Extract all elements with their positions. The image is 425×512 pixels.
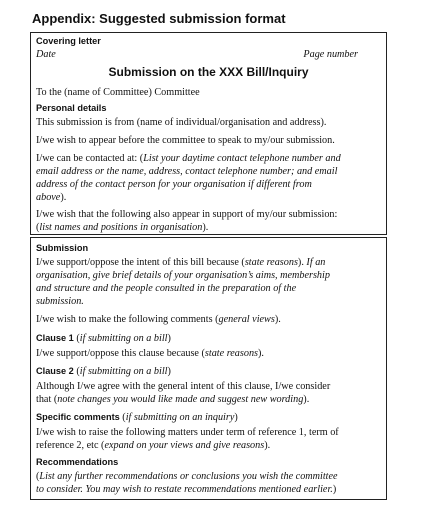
intent-line-2: organisation, give brief details of your organisation’s aims, membership [36,270,330,281]
date-line [36,48,382,61]
contact-line-4: above). [36,192,67,203]
clause1-heading-line: Clause 1 (if submitting on a bill) [36,333,171,344]
intent-line-1: I/we support/oppose the intent of this bill because (state reasons). If an [36,257,326,268]
clause1-line: I/we support/oppose this clause because (state reasons). [36,348,264,359]
support-line-2: (list names and positions in organisation). [36,222,209,233]
recommendations-line-2: to consider. You may wish to restate recommendations mentioned earlier.) [36,484,337,495]
date-label: Date [36,49,56,60]
clause2-line-1: Although I/we agree with the general intent of this clause, I/we consider [36,381,331,392]
intent-line-3: and structure and the people consulted in the preparation of the [36,283,297,294]
contact-line-3: address of the contact person for your organisation if different from [36,179,312,190]
clause2-heading-line: Clause 2 (if submitting on a bill) [36,366,171,377]
to-line: To the (name of Committee) Committee [36,87,200,98]
submission-title: Submission on the XXX Bill/Inquiry [108,65,309,79]
recommendations-heading: Recommendations [36,457,119,467]
from-line: This submission is from (name of individual/organisation and address). [36,117,327,128]
personal-details-heading: Personal details [36,103,107,113]
contact-line-1: I/we can be contacted at: (List your daytime contact telephone number and [36,153,341,164]
covering-letter-heading: Covering letter [36,36,101,46]
covering-letter-box [30,32,387,235]
page-number-label: Page number [303,49,358,60]
specific-heading-line: Specific comments (if submitting on an inquiry) [36,412,238,423]
appear-line: I/we wish to appear before the committee to speak to my/our submission. [36,135,335,146]
intent-line-4: submission. [36,296,84,307]
specific-line-2: reference 2, etc (expand on your views and give reasons). [36,440,271,451]
submission-heading: Submission [36,243,89,253]
comments-line: I/we wish to make the following comments (general views). [36,314,281,325]
support-line-1: I/we wish that the following also appear in support of my/our submission: [36,209,338,220]
page-title: Appendix: Suggested submission format [32,11,286,26]
specific-line-1: I/we wish to raise the following matters under term of reference 1, term of [36,427,339,438]
clause2-line-2: that (note changes you would like made and suggest new wording). [36,394,310,405]
submission-box [30,237,387,500]
contact-line-2: email address or the name, address, contact telephone number; and email [36,166,338,177]
recommendations-line-1: (List any further recommendations or conclusions you wish the committee [36,471,338,482]
